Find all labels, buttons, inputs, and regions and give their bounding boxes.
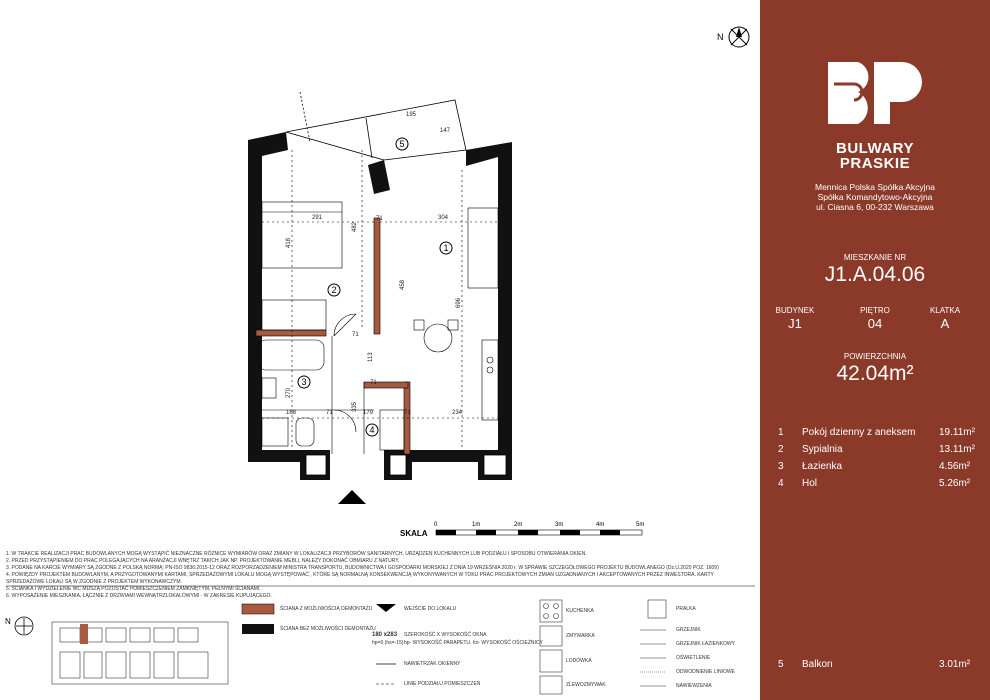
legend-dishwasher: ZMYWARKA xyxy=(566,633,595,639)
svg-text:SKALA: SKALA xyxy=(400,529,428,538)
legend-light: OŚWIETLENIE xyxy=(676,655,711,661)
legend-window-width: SZEROKOŚĆ X WYSOKOŚĆ OKNA xyxy=(404,632,487,638)
svg-text:418: 418 xyxy=(286,237,292,248)
building-value: J1 xyxy=(788,316,802,331)
note-1: 1. W TRAKCIE REALIZACJI PRAC BUDOWLANYCH MOGĄ WYSTĄPIĆ NIEZNACZNE RÓŻNICE WYMIARÓW ORAZ ZMIANY W LOKALIZACJI PRZYBORÓW SANITARNYCH, URZĄDZEŃ KUCHENNYCH LUB PODZIAŁU I SPOSOBU OTWIERANIA OKIEN. xyxy=(6,551,587,557)
legend-vent: NAWIEWZENIA xyxy=(676,683,712,689)
room-row-balcony: 5 Balkon 3.01m² xyxy=(778,659,971,670)
room-row-1: 1 Pokój dzienny z aneksem 19.11m² xyxy=(778,427,975,438)
sink-icon xyxy=(540,676,562,694)
note-6: 6. WYPOSAŻENIE MIESZKANIA, ŁĄCZNIE Z DRZWIAMI WEWNĄTRZLOKALOWYMI - W ZAKRESIE KUPUJĄCEGO. xyxy=(6,593,272,599)
svg-text:71: 71 xyxy=(404,410,411,416)
legend-sink: ZLEWOZMYWAK xyxy=(566,682,606,688)
legend-heater: GRZEJNIK xyxy=(676,627,701,633)
kitchen-icon xyxy=(540,600,562,622)
room-marker-3 xyxy=(298,376,310,388)
svg-text:3: 3 xyxy=(301,377,307,387)
legend-entrance-label: WEJŚCIE DO LOKALU xyxy=(404,606,457,612)
entrance-arrow-icon xyxy=(338,490,366,504)
notes xyxy=(6,551,746,600)
legend-kitchen: KUCHENKA xyxy=(566,608,594,614)
svg-text:195: 195 xyxy=(406,112,417,118)
svg-text:0: 0 xyxy=(434,522,438,528)
svg-text:4: 4 xyxy=(369,425,375,435)
room-marker-4 xyxy=(366,424,378,436)
room-marker-1 xyxy=(440,242,452,254)
floor-label: PIĘTRO xyxy=(860,306,890,315)
note-3: 3. PODANE NA KARCIE WYMIARY SĄ ZGODNE Z POLSKĄ NORMĄ: PN-ISO 9836:2015-12 ORAZ ROZPORZĄDZENIEM MINISTRA TRANSPORTU, BUDOWNICTWA I GOSPODARKI MORSKIEJ Z DNIA 19 WRZEŚNIA 2020 r. W SPRAWIE SZCZEGÓŁOWEGO PROJEKTU BUDOWLANEGO (Dz.U.2020 POZ. 1609) xyxy=(6,565,719,571)
room-marker-5 xyxy=(396,138,408,150)
note-2: 2. PRZED PRZYSTĄPIENIEM DO PRAC POLEGAJĄCYCH NA ARANŻACJI WNĘTRZ TAKICH JAK NP. PROJEKTOWANIE MEBLI, NALEŻY DOKONAĆ OBMIARU Z NATURY. xyxy=(6,558,400,564)
svg-text:71: 71 xyxy=(376,216,383,222)
svg-text:4m: 4m xyxy=(596,522,605,528)
svg-text:458: 458 xyxy=(400,279,406,290)
fridge-icon xyxy=(540,650,562,672)
brand-logo-icon xyxy=(824,58,924,128)
legend-window-sub: hp=0 (hs=-15) xyxy=(372,640,404,646)
brand-line-2: PRASKIE xyxy=(839,155,911,172)
building-label: BUDYNEK xyxy=(775,306,815,315)
area-label: POWIERZCHNIA xyxy=(843,352,907,361)
scale-bar xyxy=(400,522,644,538)
company-line-3: ul. Ciasna 6, 00-232 Warszawa xyxy=(816,202,934,212)
legend-divide-line: LINIE PODZIAŁU POMIESZCZEŃ xyxy=(404,681,481,687)
room-row-2: 2 Sypialnia 13.11m² xyxy=(778,444,975,455)
svg-text:1: 1 xyxy=(443,243,449,253)
svg-text:5m: 5m xyxy=(636,522,645,528)
brand-line-1: BULWARY xyxy=(836,140,914,157)
floor-value: 04 xyxy=(867,316,883,331)
svg-text:71: 71 xyxy=(326,410,333,416)
apartment-label: MIESZKANIE NR xyxy=(843,253,907,262)
svg-text:168: 168 xyxy=(286,410,297,416)
apartment-number: J1.A.04.06 xyxy=(824,263,926,286)
svg-text:N: N xyxy=(5,617,11,626)
legend-drain: ODWODNIENIE LINIOWE xyxy=(676,669,735,675)
washer-icon xyxy=(648,600,666,618)
legend-demolish-label: ŚCIANA Z MOŻLIWOŚCIĄ DEMONTAŻU xyxy=(280,606,373,612)
dishwasher-icon xyxy=(540,626,562,646)
legend-window-line: NAWIETRZAK OKIENNY xyxy=(404,661,461,667)
legend-demolish-swatch xyxy=(242,604,274,614)
stair-value: A xyxy=(940,316,950,331)
room-row-3: 3 Łazienka 4.56m² xyxy=(778,461,971,472)
company-line-2: Spółka Komandytowo-Akcyjna xyxy=(817,192,933,202)
north-arrow-icon xyxy=(717,27,749,47)
company-line-1: Mennica Polska Spółka Akcyjna xyxy=(814,182,935,192)
svg-text:234: 234 xyxy=(452,410,463,416)
svg-text:696: 696 xyxy=(456,297,462,308)
demolishable-walls xyxy=(256,218,410,454)
svg-text:291: 291 xyxy=(312,215,323,221)
info-panel xyxy=(760,0,990,700)
svg-text:2: 2 xyxy=(331,285,337,295)
room-marker-2 xyxy=(328,284,340,296)
legend-window-height: hp- WYSOKOŚĆ PARAPETU, ho- WYSOKOŚĆ OŚCIEŻNICY xyxy=(404,640,543,646)
svg-text:113: 113 xyxy=(368,352,374,362)
legend-bath-heater: GRZEJNIK ŁAZIENKOWY xyxy=(676,641,735,647)
legend-washer: PRALKA xyxy=(676,606,696,612)
svg-text:71: 71 xyxy=(352,332,359,338)
svg-text:71: 71 xyxy=(370,380,377,386)
svg-text:N: N xyxy=(717,32,724,42)
note-4: 4. POWIĘZDY PROJEKTEM BUDOWLANYM, A PRZYGOTOWANYMI KARTAMI, SPRZEDAŻOWYMI LOKALU MOGĄ WYSTĘPOWAĆ , KTÓRE SĄ NORMALNĄ KONSEKWENCJĄ WYKONYWANYCH W TOKU PRAC PROJEKTOWYCH ZMIAN UZGADNIANYCH I AKCEPTOWANYCH PRZEZ INWESTORA. KARTY SPRZEDAŻOWE LOKALI SĄ W ZGODNIE Z PROJEKTEM WYKONAWCZYM. xyxy=(6,572,714,585)
svg-text:1m: 1m xyxy=(472,522,481,528)
svg-text:304: 304 xyxy=(438,215,449,221)
area-value: 42.04m² xyxy=(836,362,914,385)
svg-text:335: 335 xyxy=(352,401,358,412)
legend-entrance-icon xyxy=(376,604,396,612)
note-5: 5. ŚCIANKA I WYDZIELENIE WC MUSZĄ POZOSTAĆ POMIESZCZENIEM ZAMKNIĘTYM, PEŁNYMI ŚCIANAMI. xyxy=(6,586,261,592)
svg-text:482: 482 xyxy=(352,221,358,232)
legend-fixed-label: ŚCIANA BEZ MOŻLIWOŚCI DEMONTAŻU xyxy=(280,626,376,632)
svg-text:270: 270 xyxy=(286,387,292,398)
svg-text:2m: 2m xyxy=(514,522,523,528)
mini-north-arrow-icon xyxy=(5,617,33,635)
key-plan xyxy=(52,622,228,684)
legend-window-dims: 180 x283 xyxy=(372,632,398,638)
svg-text:5: 5 xyxy=(399,139,405,149)
stair-label: KLATKA xyxy=(929,306,961,315)
room-row-4: 4 Hol 5.26m² xyxy=(778,478,971,489)
svg-text:179: 179 xyxy=(363,410,374,416)
legend-fridge: LODÓWKA xyxy=(566,658,592,664)
legend-fixed-swatch xyxy=(242,624,274,634)
svg-text:147: 147 xyxy=(440,128,451,134)
balcony-outline xyxy=(286,92,466,160)
svg-text:3m: 3m xyxy=(555,522,564,528)
